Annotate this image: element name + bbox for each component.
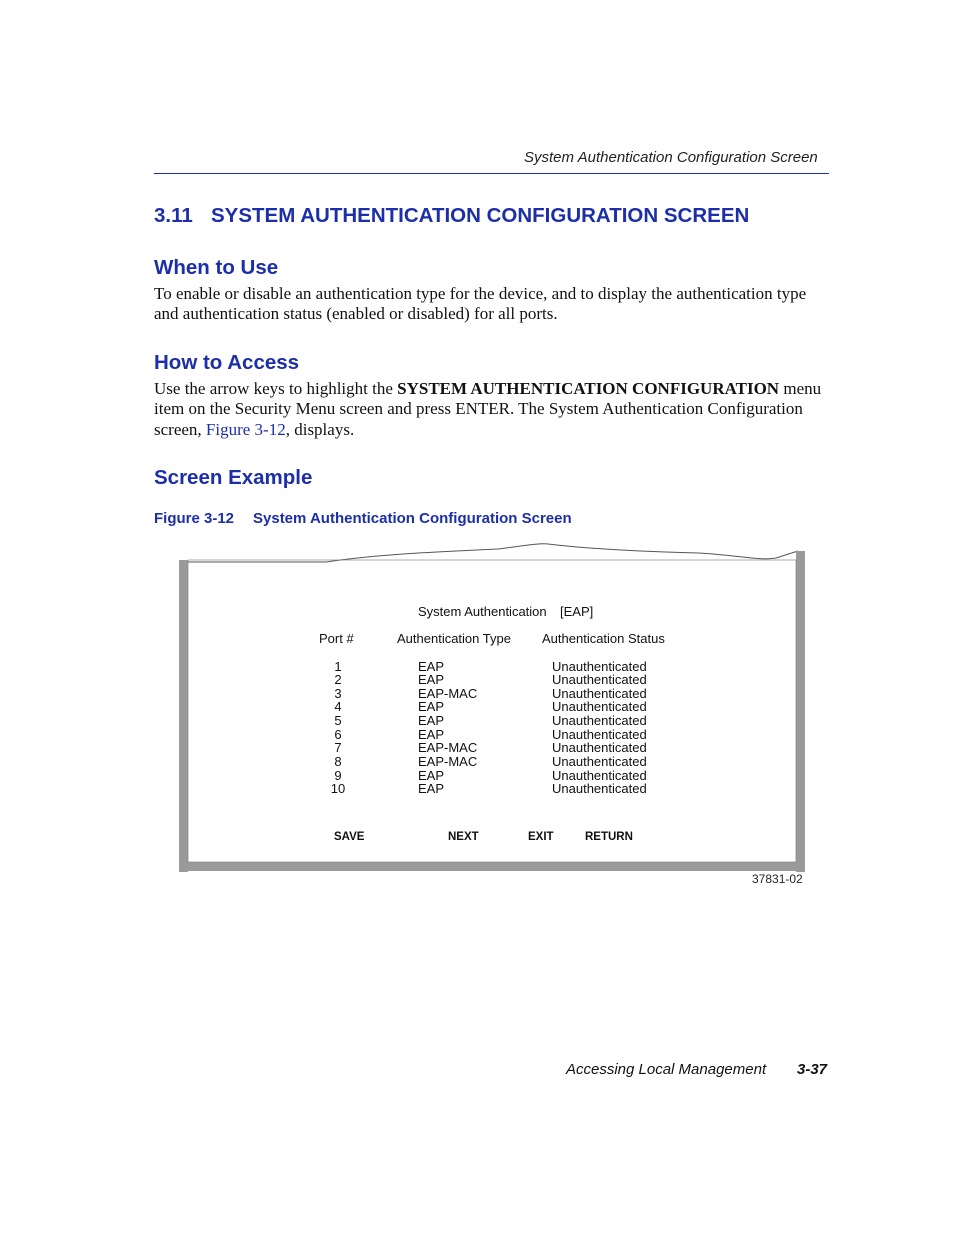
- screen-frame: [178, 543, 806, 873]
- column-header-type: Authentication Type: [397, 631, 511, 646]
- auth-type[interactable]: EAP: [418, 672, 445, 687]
- port-number: 5: [334, 713, 342, 728]
- when-to-use-paragraph: [154, 284, 834, 325]
- how-to-access-line-1-post: menu: [779, 379, 822, 398]
- running-header: System Authentication Configuration Screen: [524, 149, 818, 166]
- auth-type[interactable]: EAP: [418, 727, 445, 742]
- auth-status: Unauthenticated: [552, 699, 647, 714]
- frame-left-bar: [179, 560, 188, 872]
- port-number: 3: [334, 686, 342, 701]
- frame-bottom-bar: [179, 862, 805, 871]
- port-number: 7: [334, 740, 342, 755]
- auth-type[interactable]: EAP: [418, 659, 445, 674]
- section-number: 3.11: [154, 204, 193, 227]
- system-auth-label: System Authentication: [418, 604, 547, 619]
- port-number: 1: [334, 659, 342, 674]
- auth-type[interactable]: EAP-MAC: [418, 754, 478, 769]
- port-number: 8: [334, 754, 342, 769]
- column-header-port: Port #: [319, 631, 354, 646]
- auth-type[interactable]: EAP: [418, 699, 445, 714]
- how-to-access-line-2: item on the Security Menu screen and press ENTER. The System Authentication Configuration: [154, 399, 803, 419]
- header-rule: [154, 173, 829, 174]
- how-to-access-line-3-post: , displays.: [285, 419, 355, 439]
- port-number: 4: [334, 699, 342, 714]
- how-to-access-paragraph: [154, 379, 834, 440]
- save-command[interactable]: SAVE: [334, 831, 365, 843]
- auth-status: Unauthenticated: [552, 740, 647, 755]
- how-to-access-line-1-pre: Use the arrow keys to highlight the: [154, 379, 398, 398]
- figure-caption: [154, 510, 572, 527]
- page-number: 3-37: [797, 1061, 828, 1078]
- figure-link[interactable]: Figure 3-12: [205, 419, 286, 439]
- figure-number: Figure 3-12: [154, 510, 235, 527]
- auth-type[interactable]: EAP-MAC: [418, 686, 478, 701]
- torn-edge: [188, 544, 798, 562]
- auth-type[interactable]: EAP: [418, 713, 445, 728]
- section-title: [154, 204, 749, 228]
- auth-status: Unauthenticated: [552, 686, 647, 701]
- return-command[interactable]: RETURN: [585, 831, 633, 843]
- exit-command[interactable]: EXIT: [528, 831, 554, 843]
- auth-status: Unauthenticated: [552, 768, 647, 783]
- auth-status: Unauthenticated: [552, 713, 647, 728]
- auth-status: Unauthenticated: [552, 672, 647, 687]
- when-to-use-line-2: and authentication status (enabled or disabled) for all ports.: [154, 304, 558, 324]
- section-title-text: SYSTEM AUTHENTICATION CONFIGURATION SCREEN: [211, 204, 750, 227]
- when-to-use-heading: When to Use: [154, 256, 279, 279]
- next-command[interactable]: NEXT: [448, 831, 479, 843]
- how-to-access-line-1: [154, 379, 834, 399]
- auth-status: Unauthenticated: [552, 659, 647, 674]
- how-to-access-line-3: [154, 420, 834, 440]
- port-number: 6: [334, 727, 342, 742]
- auth-type[interactable]: EAP-MAC: [418, 740, 478, 755]
- menu-item-name: SYSTEM AUTHENTICATION CONFIGURATION: [397, 379, 780, 398]
- figure-id: 37831-02: [752, 872, 803, 886]
- when-to-use-line-1: To enable or disable an authentication type for the device, and to display the authentication type: [154, 284, 807, 303]
- port-number: 9: [334, 768, 342, 783]
- auth-status: Unauthenticated: [552, 781, 647, 796]
- auth-type[interactable]: EAP: [418, 768, 445, 783]
- column-header-status: Authentication Status: [542, 631, 665, 646]
- port-number: 2: [334, 672, 342, 687]
- frame-right-bar: [796, 551, 805, 872]
- how-to-access-heading: How to Access: [154, 351, 300, 374]
- screen-example-heading: Screen Example: [154, 466, 313, 489]
- how-to-access-line-3-pre: screen,: [154, 419, 206, 439]
- system-auth-value[interactable]: [EAP]: [560, 604, 594, 619]
- auth-status: Unauthenticated: [552, 727, 647, 742]
- port-number: 10: [330, 781, 346, 796]
- auth-status: Unauthenticated: [552, 754, 647, 769]
- figure-title: System Authentication Configuration Screen: [253, 510, 572, 527]
- auth-type[interactable]: EAP: [418, 781, 445, 796]
- running-footer: Accessing Local Management: [566, 1061, 767, 1078]
